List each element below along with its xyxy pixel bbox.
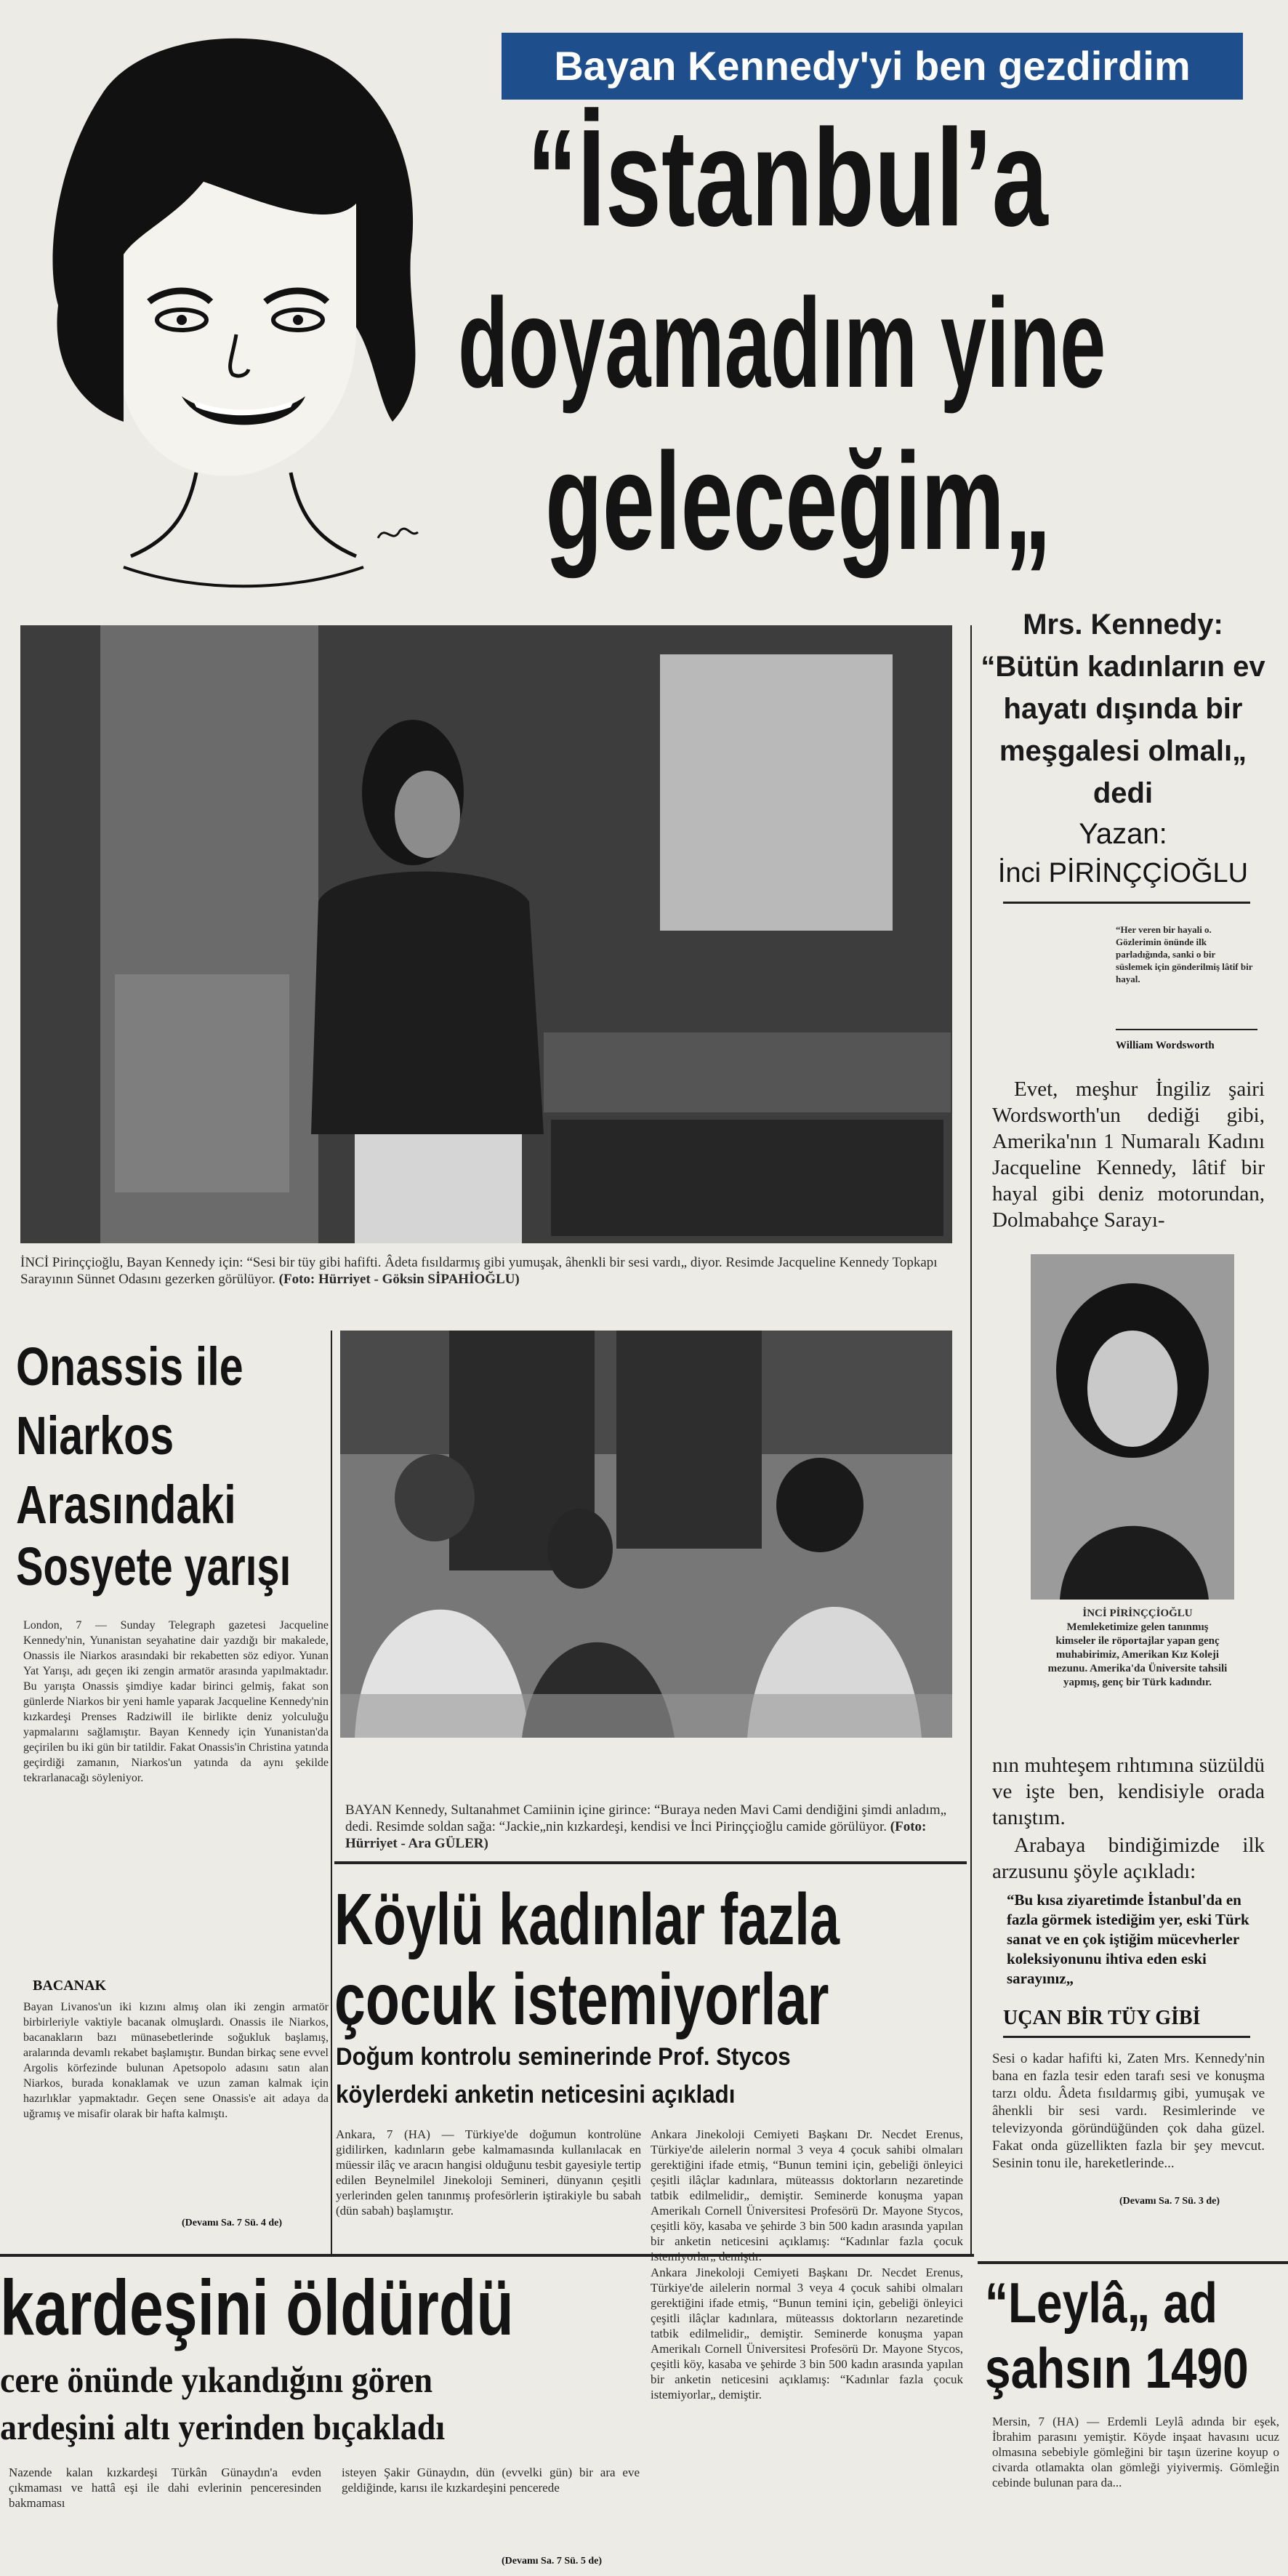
koylu-sub-2: köylerdeki anketin neticesini açıkladı xyxy=(336,2081,736,2108)
kicker-banner: Bayan Kennedy'yi ben gezdirdim xyxy=(502,33,1243,100)
kardes-col-2: isteyen Şakir Günaydın, dün (evvelki gün) bir ara eve geldiğinde, karısı ile kızkardeşini pencerede xyxy=(342,2465,640,2495)
photo-inci-portrait xyxy=(1031,1254,1234,1600)
leyla-body: Mersin, 7 (HA) — Erdemli Leylâ adında bir eşek, İbrahim parasını yemiştir. Köyde inşaat havasını ucuz olmasına sebebiyle gömleğini bir taşın üzerine koyup o civarda otlamakta olan gömleği yiyivermiş. Gömleğin cebinde bulunan para da... xyxy=(992,2415,1279,2489)
byline-name: İnci PİRİNÇÇİOĞLU xyxy=(997,858,1249,888)
bottom-rule xyxy=(0,2254,974,2257)
epigraph-rule xyxy=(1116,1029,1257,1030)
main-story-jump: (Devamı Sa. 7 Sü. 3 de) xyxy=(1119,2196,1220,2207)
onassis-subhead: BACANAK xyxy=(33,1978,107,1994)
main-story-p4: Sesi o kadar hafifti ki, Zaten Mrs. Kennedy'nin bana en fazla tesir eden tarafı sesi ve konuşma tarzı oldu. Âdeta fısıldarmış gibi, yumuşak ve âhenkli bir sesi vardı. Resimlerinde ve televizyonda göründüğünden çok daha güzel. Fakat onda güzellikten fazla bir şey mevcut. Sesinin tonu ile, hareketlerinde... xyxy=(992,2051,1265,2171)
epigraph-author: William Wordsworth xyxy=(1116,1040,1215,1051)
onassis-title-2: Niarkos xyxy=(16,1405,174,1466)
leyla-title-2: şahsın 1490 xyxy=(985,2336,1249,2400)
deck-quote: Mrs. Kennedy: “Bütün kadınların ev hayatı dışında bir meşgalesi olmalı„ dedi xyxy=(981,609,1265,809)
koylu-top-rule xyxy=(334,1861,967,1864)
koylu-title-1: Köylü kadınlar fazla xyxy=(334,1879,840,1960)
onassis-jump: (Devamı Sa. 7 Sü. 4 de) xyxy=(182,2218,283,2228)
onassis-title-3: Arasındaki xyxy=(16,1474,236,1535)
portrait-caption: İNCİ PİRİNÇÇİOĞLU Memleketimize gelen tanınmış kimseler ile röportajlar yapan genç muhabirimiz, Amerikan Kız Koleji mezunu. Amerika'da Üniversite tahsili yapmış, genç bir Türk kadındır. xyxy=(1047,1608,1228,1688)
kardes-sub-1: cere önünde yıkandığını gören xyxy=(0,2359,433,2400)
onassis-body: London, 7 — Sunday Telegraph gazetesi Jacqueline Kennedy'nin, Yunanistan seyahatine dair yazdığı bir makalede, Onassis ile Niarkos arasındaki bir rekabetten söz ediyor. Yunan Yat Yarışı, adı geçen iki zengin armatör arasında yapılmaktadır. Bu yarışta Onassis şimdiye kadar birinci gelmiş, fakat son günlerde Niarkos bir yeni hamle yaparak Jacqueline Kennedy'nin kızkardeşi Prenses Radziwill ile birlikte deniz yolculuğu yapmalarını sağlamıştır. Bayan Kennedy için Yunanistan'da geçirilen bu iki gün bir tatildir. Fakat Onassis'in Christina yatında geçirdiği zamanın, Niarkos'un yatında da aynı şekilde tekrarlanacağı söyleniyor. xyxy=(23,1619,329,1784)
koylu-sub-1: Doğum kontrolu seminerinde Prof. Stycos xyxy=(336,2043,791,2071)
epigraph xyxy=(1116,923,1254,1032)
koylu-continuation: Ankara Jinekoloji Cemiyeti Başkanı Dr. Necdet Erenus, Türkiye'de ailelerin normal 3 veya 4 çocuk sahibi olmaları gerektiğini ifade etmiş, “Bunun temini için, gebeliği önleyici çeşitli ilâçlar kadınlara, müteassıs doktorların nezaretinde tatbik edilmelidir„ demiştir. Seminerde konuşma yapan Amerikalı Cornell Üniversitesi Profesörü Dr. Mayone Stycos, çeşitli köy, kasaba ve şehirde 3 bin 500 kadın arasında yapılan bir anketin neticesini açıklamış: “Kadınlar fazla çocuk istemiyorlar„ demiştir. xyxy=(651,2266,963,2402)
main-story-p1: Evet, meşhur İngiliz şairi Wordsworth'un dediği gibi, Amerika'nın 1 Numaralı Kadını Jacqueline Kennedy, lâtif bir hayal gibi deniz motorundan, Dolmabahçe Sarayı- xyxy=(992,1078,1265,1232)
photo-kennedy-sultanahmet xyxy=(340,1331,952,1738)
koylu-col-2: Ankara Jinekoloji Cemiyeti Başkanı Dr. Necdet Erenus, Türkiye'de ailelerin normal 3 veya 4 çocuk sahibi olmaları gerektiğini ifade etmiş, “Bunun temini için, gebeliği önleyici çeşitli ilâçlar kadınlara, müteassıs doktorların nezaretinde tatbik edilmelidir„ demiştir. Seminerde konuşma yapan Amerikalı Cornell Üniversitesi Profesörü Dr. Mayone Stycos, çeşitli köy, kasaba ve şehirde 3 bin 500 kadın arasında yapılan bir anketin neticesini açıklamış: “Kadınlar fazla çocuk xyxy=(651,2127,963,2248)
photo1-credit: (Foto: Hürriyet - Göksin SİPAHİOĞLU) xyxy=(278,1272,520,1287)
epigraph-text: “Her veren bir hayali o. Gözlerimin önünde ilk parladığında, sanki o bir süslemek için gönderilmiş lâtif bir hayal. xyxy=(1116,924,1253,984)
koylu-col-1: Ankara, 7 (HA) — Türkiye'de doğumun kontrolüne gidilirken, kadınların gebe kalmamasında kullanılacak en müessir ilâç ve aracın hangisi olduğunu tesbit gayesiyle tertip edilen Beynelmilel Jinekoloji Semineri, dünyanın çeşitli yerlerinden gelen tanınmış profesörlerin iştirakiyle bu sabah (dün sabah) başlamıştır. xyxy=(336,2127,641,2218)
headline-line-2: doyamadım yine xyxy=(458,273,1106,414)
headline-line-3: geleceğim„ xyxy=(545,425,1052,579)
photo2-caption-text: BAYAN Kennedy, Sultanahmet Camiinin içine girince: “Buraya neden Mavi Cami dendiğini şimdi anladım„ dedi. Resimde soldan sağa: “Jackie„nin kızkardeşi, kendisi ve İnci Pirinççioğlu camide görülüyor. xyxy=(345,1802,947,1834)
kardes-title: kardeşini öldürdü xyxy=(0,2263,514,2351)
photo2-caption xyxy=(345,1802,952,1856)
caricature-illustration xyxy=(15,15,465,596)
photo1-caption xyxy=(20,1254,952,1309)
column-rule-right xyxy=(970,625,972,2254)
main-story-subhead: UÇAN BİR TÜY GİBİ xyxy=(1003,2007,1201,2029)
photo-kennedy-sultanahmet-scene xyxy=(340,1331,952,1738)
subhead-rule xyxy=(1003,2036,1250,2038)
kardes-jump: (Devamı Sa. 7 Sü. 5 de) xyxy=(502,2556,603,2567)
koylu-title-2: çocuk istemiyorlar xyxy=(334,1959,829,2040)
onassis-title-4: Sosyete yarışı xyxy=(16,1536,291,1597)
onassis-title-1: Onassis ile xyxy=(16,1336,243,1397)
byline-label: Yazan: xyxy=(1079,818,1167,850)
main-story-p2: nın muhteşem rıhtımına süzüldü ve işte ben, kendisiyle orada tanıştım. xyxy=(992,1754,1265,1829)
leyla-title-1: “Leylâ„ ad xyxy=(985,2271,1217,2335)
headline-line-1: “İstanbul’a xyxy=(527,101,1048,255)
photo-kennedy-topkapi-scene xyxy=(20,625,952,1243)
kardes-col-1: Nazende kalan kızkardeşi Türkân Günaydın'a evden çıkmaması ve hattâ eşi ile dahi evlerinin penceresinden bakmaması xyxy=(9,2465,321,2510)
main-story-quote: “Bu kısa ziyaretimde İstanbul'da en fazla görmek istediğim yer, eski Türk sanat ve en çok iştiğim mücevherler koleksiyonunu ihtiva eden eski sarayınız„ xyxy=(1007,1891,1249,1987)
main-story-p3: Arabaya bindiğimizde ilk arzusunu şöyle açıkladı: xyxy=(992,1834,1265,1883)
photo-kennedy-topkapi xyxy=(20,625,952,1243)
photo-inci-portrait-scene xyxy=(1031,1254,1234,1600)
photo2-credit: (Foto: Hürriyet - Ara GÜLER) xyxy=(345,1819,927,1851)
byline-rule xyxy=(1003,902,1250,904)
kardes-sub-2: ardeşini altı yerinden bıçakladı xyxy=(0,2407,446,2447)
onassis-body-2: Bayan Livanos'un iki kızını almış olan iki zengin armatör birbirleriyle vaktiyle bacanak olmuşlardı. Onassis ile Niarkos, bacanakların bazı münasebetlerinde soğukluk başlamış, aralarında devamlı rekabet başlamıştır. Bundan birkaç sene evvel Argolis körfezinde bulunan Apetsopolo adasını satın alan Niarkos, burada konaklamak ve uzun zaman kalmak için hazırlıklar yapmaktadır. Geçen sene Onassis'e ait adaya da uğramış ve misafir olarak bir hafta kalmıştı. xyxy=(23,2001,329,2120)
column-rule-left xyxy=(331,1331,332,2254)
leyla-top-rule xyxy=(978,2261,1288,2264)
photo1-caption-text: İNCİ Pirinççioğlu, Bayan Kennedy için: “Sesi bir tüy gibi hafifti. Âdeta fısıldarmış gibi yumuşak, âhenkli bir sesi vardı„ diyor. Resimde Jacqueline Kennedy Topkapı Sarayının Sünnet Odasını gezerken görülüyor. xyxy=(20,1255,938,1287)
